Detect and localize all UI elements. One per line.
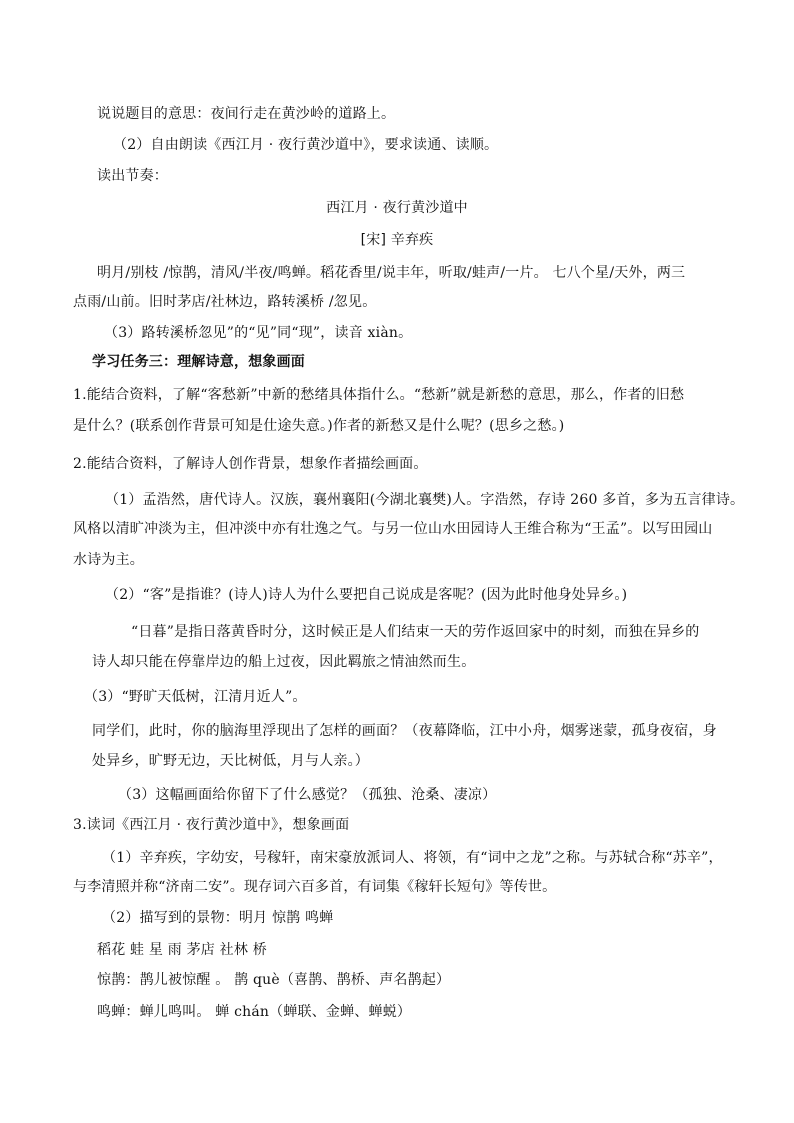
- text-line: （3）这幅画面给你留下了什么感觉？（孤独、沧桑、凄凉）: [118, 787, 497, 803]
- text-line: 与李清照并称“济南二安”。现存词六百多首，有词集《稼轩长短句》等传世。: [73, 879, 557, 895]
- text-line: 鸣蝉：蝉儿鸣叫。 蝉 chán（蝉联、金蝉、蝉蜕）: [97, 1004, 412, 1020]
- text-line: （2）自由朗读《西江月 · 夜行黄沙道中》，要求读通、读顺。: [113, 137, 499, 153]
- text-line: 水诗为主。: [73, 552, 144, 568]
- text-line: 明月/别枝 /惊鹊，清风/半夜/鸣蝉。稻花香里/说丰年，听取/蛙声/一片。 七八个星/天外，两三: [97, 265, 686, 281]
- text-line: （2）描写到的景物：明月 惊鹊 鸣蝉: [102, 910, 334, 926]
- text-line: 同学们，此时，你的脑海里浮现出了怎样的画面？（夜幕降临，江中小舟，烟雾迷蒙，孤身夜宿，身: [92, 723, 717, 739]
- text-line: （3）“野旷天低树，江清月近人”。: [84, 689, 307, 705]
- text-line: 稻花 蛙 星 雨 茅店 社林 桥: [97, 942, 267, 958]
- text-line: （2）“客”是指谁？(诗人)诗人为什么要把自己说成是客呢？(因为此时他身处异乡。): [105, 587, 628, 603]
- text-line: 说说题目的意思：夜间行走在黄沙岭的道路上。: [97, 106, 396, 122]
- text-line: （1）辛弃疾，字幼安，号稼轩，南宋豪放派词人、将领，有“词中之龙”之称。与苏轼合称“苏辛”，: [102, 850, 723, 866]
- text-line: 风格以清旷冲淡为主，但冲淡中亦有壮逸之气。与另一位山水田园诗人王维合称为“王孟”。以写田园山: [73, 521, 713, 537]
- poem-author: [宋] 辛弃疾: [360, 232, 434, 248]
- text-line: “日暮”是指日落黄昏时分，这时候正是人们结束一天的劳作返回家中的时刻，而独在异乡的: [131, 624, 700, 640]
- text-line: 2.能结合资料，了解诗人创作背景，想象作者描绘画面。: [73, 456, 428, 472]
- text-line: （1）孟浩然，唐代诗人。汉族，襄州襄阳(今湖北襄樊)人。字浩然，存诗 260 多首，多为五言律诗。: [105, 492, 745, 508]
- text-line: 惊鹊：鹊儿被惊醒 。 鹊 què（喜鹊、鹊桥、声名鹊起）: [97, 972, 451, 988]
- poem-title: 西江月 · 夜行黄沙道中: [326, 200, 468, 216]
- text-line: 读出节奏：: [97, 168, 168, 184]
- text-line: 点雨/山前。旧时茅店/社林边，路转溪桥 /忽见。: [73, 294, 377, 310]
- text-line: 1.能结合资料，了解“客愁新”中新的愁绪具体指什么。“愁新”就是新愁的意思，那么，作者的旧愁: [73, 387, 685, 403]
- text-line: 是什么？(联系创作背景可知是仕途失意。)作者的新愁又是什么呢？(思乡之愁。): [73, 418, 565, 434]
- text-line: （3）路转溪桥忽见”的“见”同“现”，读音 xiàn。: [104, 325, 413, 341]
- section-heading: 学习任务三：理解诗意，想象画面: [92, 354, 305, 370]
- text-line: 诗人却只能在停靠岸边的船上过夜，因此羁旅之情油然而生。: [92, 654, 476, 670]
- text-line: 3.读词《西江月 · 夜行黄沙道中》，想象画面: [73, 817, 350, 833]
- text-line: 处异乡，旷野无边，天比树低，月与人亲。）: [92, 753, 369, 769]
